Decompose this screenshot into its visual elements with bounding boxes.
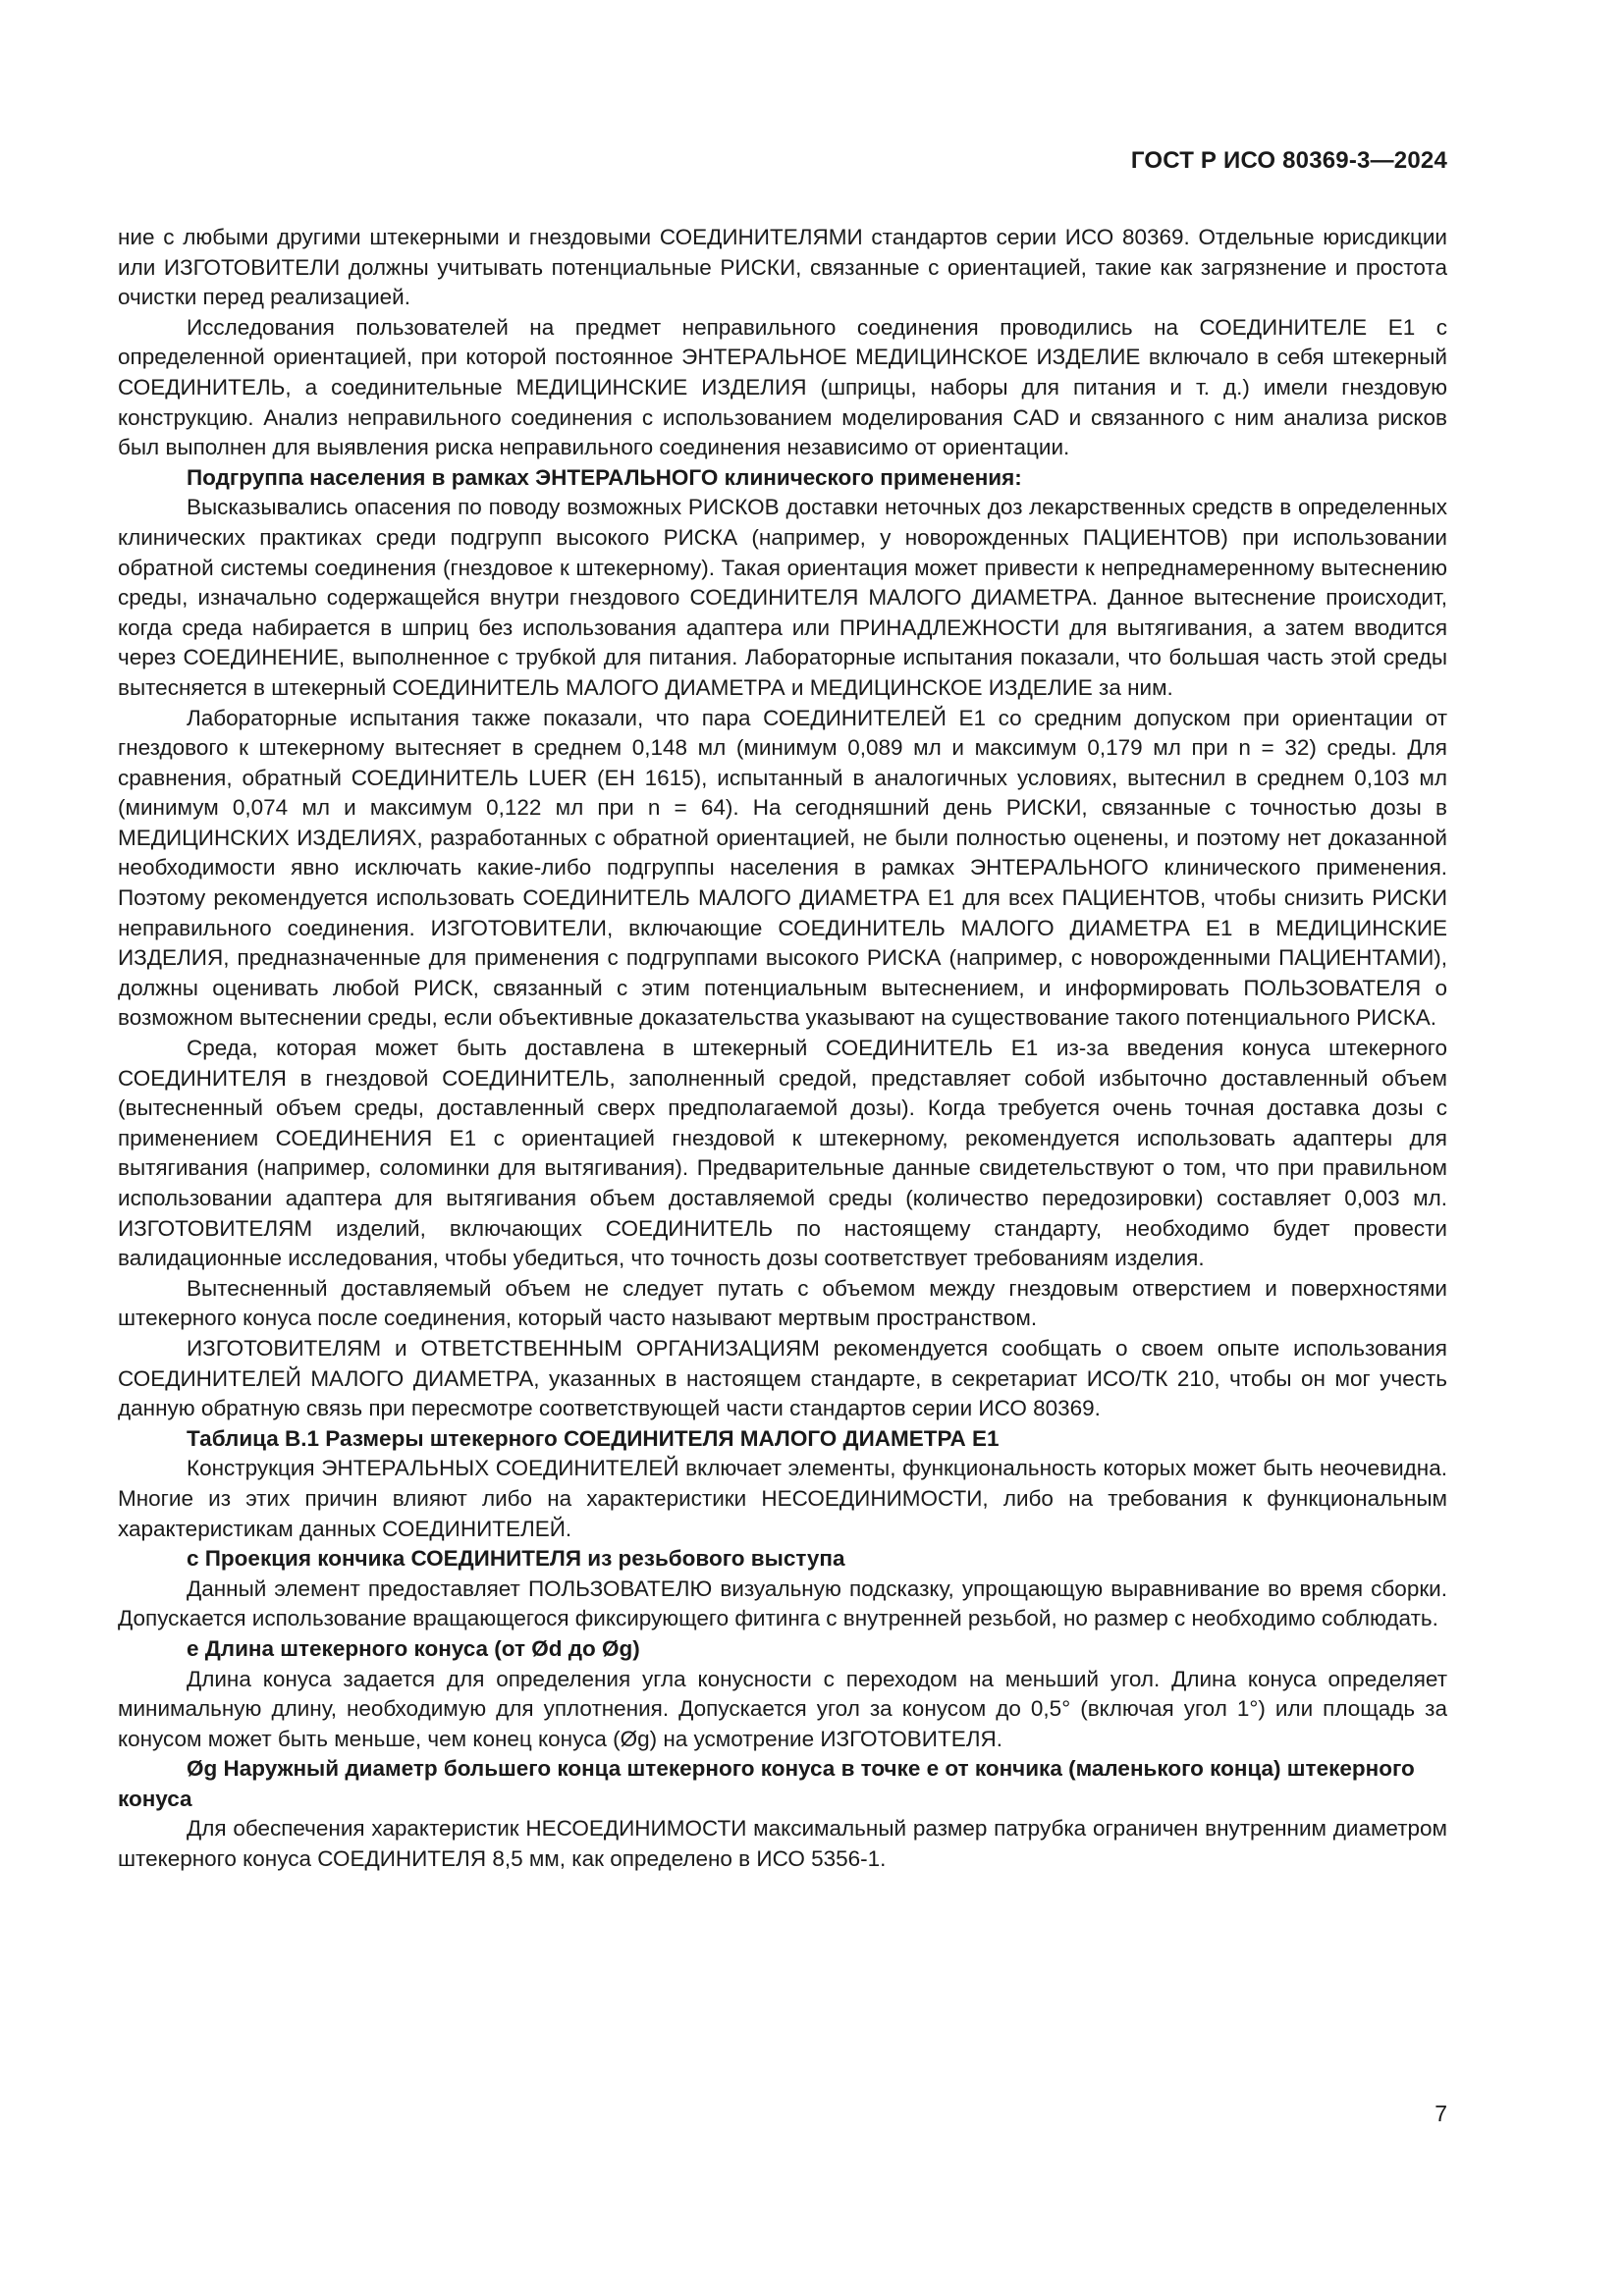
document-body <box>118 223 1447 1875</box>
paragraph: Данный элемент предоставляет ПОЛЬЗОВАТЕЛЮ визуальную подсказку, упрощающую выравнивание во время сборки. Допускается использование вращающегося фиксирующего фитинга с внутренней резьбой, но размер с необходимо соблюдать. <box>118 1575 1447 1631</box>
paragraph: Исследования пользователей на предмет неправильного соединения проводились на СОЕДИНИТЕЛЕ Е1 с определенной ориентацией, при которой постоянное ЭНТЕРАЛЬНОЕ МЕДИЦИНСКОЕ ИЗДЕЛИЕ включало в себя штекерный СОЕДИНИТЕЛЬ, а соединительные МЕДИЦИНСКИЕ ИЗДЕЛИЯ (шприцы, наборы для питания и т. д.) имели гнездовую конструкцию. Анализ неправильного соединения с использованием моделирования CAD и связанного с ним анализа рисков был выполнен для выявления риска неправильного соединения независимо от ориентации. <box>118 314 1447 460</box>
paragraph: Конструкция ЭНТЕРАЛЬНЫХ СОЕДИНИТЕЛЕЙ включает элементы, функциональность которых может быть неочевидна. Многие из этих причин влияют либо на характеристики НЕСОЕДИНИМОСТИ, либо на требования к функциональным характеристикам данных СОЕДИНИТЕЛЕЙ. <box>118 1456 1447 1541</box>
paragraph: Для обеспечения характеристик НЕСОЕДИНИМОСТИ максимальный размер патрубка ограничен внутренним диаметром штекерного конуса СОЕДИНИТЕЛЯ 8,5 мм, как определено в ИСО 5356-1. <box>118 1816 1447 1872</box>
page-header-standard: ГОСТ Р ИСО 80369-3—2024 <box>1130 147 1447 174</box>
section-heading: е Длина штекерного конуса (от Ød до Øg) <box>187 1635 640 1661</box>
paragraph: Высказывались опасения по поводу возможных РИСКОВ доставки неточных доз лекарственных средств в определенных клинических практиках среди подгрупп высокого РИСКА (например, у новорожденных ПАЦИЕНТОВ) при использовании обратной системы соединения (гнездовое к штекерному). Такая ориентация может привести к непреднамеренному вытеснению среды, изначально содержащейся внутри гнездового СОЕДИНИТЕЛЯ МАЛОГО ДИАМЕТРА. Данное вытеснение происходит, когда среда набирается в шприц без использования адаптера или ПРИНАДЛЕЖНОСТИ для вытягивания, а затем вводится через СОЕДИНЕНИЕ, выполненное с трубкой для питания. Лабораторные испытания показали, что большая часть этой среды вытесняется в штекерный СОЕДИНИТЕЛЬ МАЛОГО ДИАМЕТРА и МЕДИЦИНСКОЕ ИЗДЕЛИЕ за ним. <box>118 495 1447 700</box>
paragraph: Длина конуса задается для определения угла конусности с переходом на меньший угол. Длина конуса определяет минимальную длину, необходимую для уплотнения. Допускается угол за конусом до 0,5° (включая угол 1°) или площадь за конусом может быть меньше, чем конец конуса (Øg) на усмотрение ИЗГОТОВИТЕЛЯ. <box>118 1666 1447 1751</box>
page-number: 7 <box>1435 2101 1447 2126</box>
section-heading: Таблица В.1 Размеры штекерного СОЕДИНИТЕЛЯ МАЛОГО ДИАМЕТРА Е1 <box>187 1425 1000 1451</box>
paragraph: ние с любыми другими штекерными и гнездовыми СОЕДИНИТЕЛЯМИ стандартов серии ИСО 80369. Отдельные юрисдикции или ИЗГОТОВИТЕЛИ должны учитывать потенциальные РИСКИ, связанные с ориентацией, такие как загрязнение и простота очистки перед реализацией. <box>118 225 1447 310</box>
paragraph: Среда, которая может быть доставлена в штекерный СОЕДИНИТЕЛЬ Е1 из-за введения конуса штекерного СОЕДИНИТЕЛЯ в гнездовой СОЕДИНИТЕЛЬ, заполненный средой, представляет собой избыточно доставленный объем (вытесненный объем среды, доставленный сверх предполагаемой дозы). Когда требуется очень точная доставка дозы с применением СОЕДИНЕНИЯ Е1 с ориентацией гнездовой к штекерному, рекомендуется использовать адаптеры для вытягивания (например, соломинки для вытягивания). Предварительные данные свидетельствуют о том, что при правильном использовании адаптера для вытягивания объем доставляемой среды (количество передозировки) составляет 0,003 мл. ИЗГОТОВИТЕЛЯМ изделий, включающих СОЕДИНИТЕЛЬ по настоящему стандарту, необходимо будет провести валидационные исследования, чтобы убедиться, что точность дозы соответствует требованиям изделия. <box>118 1036 1447 1271</box>
paragraph: Лабораторные испытания также показали, что пара СОЕДИНИТЕЛЕЙ Е1 со средним допуском при ориентации от гнездового к штекерному вытесняет в среднем 0,148 мл (минимум 0,089 мл и максимум 0,179 мл при n = 32) среды. Для сравнения, обратный СОЕДИНИТЕЛЬ LUER (ЕН 1615), испытанный в аналогичных условиях, вытеснил в среднем 0,103 мл (минимум 0,074 мл и максимум 0,122 мл при n = 64). На сегодняшний день РИСКИ, связанные с точностью дозы в МЕДИЦИНСКИХ ИЗДЕЛИЯХ, разработанных с обратной ориентацией, не были полностью оценены, и поэтому нет доказанной необходимости явно исключать какие-либо подгруппы населения в рамках ЭНТЕРАЛЬНОГО клинического применения. Поэтому рекомендуется использовать СОЕДИНИТЕЛЬ МАЛОГО ДИАМЕТРА Е1 для всех ПАЦИЕНТОВ, чтобы снизить РИСКИ неправильного соединения. ИЗГОТОВИТЕЛИ, включающие СОЕДИНИТЕЛЬ МАЛОГО ДИАМЕТРА Е1 в МЕДИЦИНСКИЕ ИЗДЕЛИЯ, предназначенные для применения с подгруппами высокого РИСКА (например, с новорожденными ПАЦИЕНТАМИ), должны оценивать любой РИСК, связанный с этим потенциальным вытеснением, и информировать ПОЛЬЗОВАТЕЛЯ о возможном вытеснении среды, если объективные доказательства указывают на существование такого потенциального РИСКА. <box>118 705 1447 1031</box>
paragraph: Вытесненный доставляемый объем не следует путать с объемом между гнездовым отверстием и поверхностями штекерного конуса после соединения, который часто называют мертвым пространством. <box>118 1275 1447 1331</box>
section-heading: Øg Наружный диаметр большего конца штекерного конуса в точке е от кончика (маленького конца) штекерного конуса <box>118 1756 1415 1811</box>
section-heading: с Проекция кончика СОЕДИНИТЕЛЯ из резьбового выступа <box>187 1546 845 1572</box>
paragraph: ИЗГОТОВИТЕЛЯМ и ОТВЕТСТВЕННЫМ ОРГАНИЗАЦИЯМ рекомендуется сообщать о своем опыте использования СОЕДИНИТЕЛЕЙ МАЛОГО ДИАМЕТРА, указанных в настоящем стандарте, в секретариат ИСО/ТК 210, чтобы он мог учесть данную обратную связь при пересмотре соответствующей части стандартов серии ИСО 80369. <box>118 1335 1447 1421</box>
section-heading: Подгруппа населения в рамках ЭНТЕРАЛЬНОГО клинического применения: <box>187 464 1022 490</box>
